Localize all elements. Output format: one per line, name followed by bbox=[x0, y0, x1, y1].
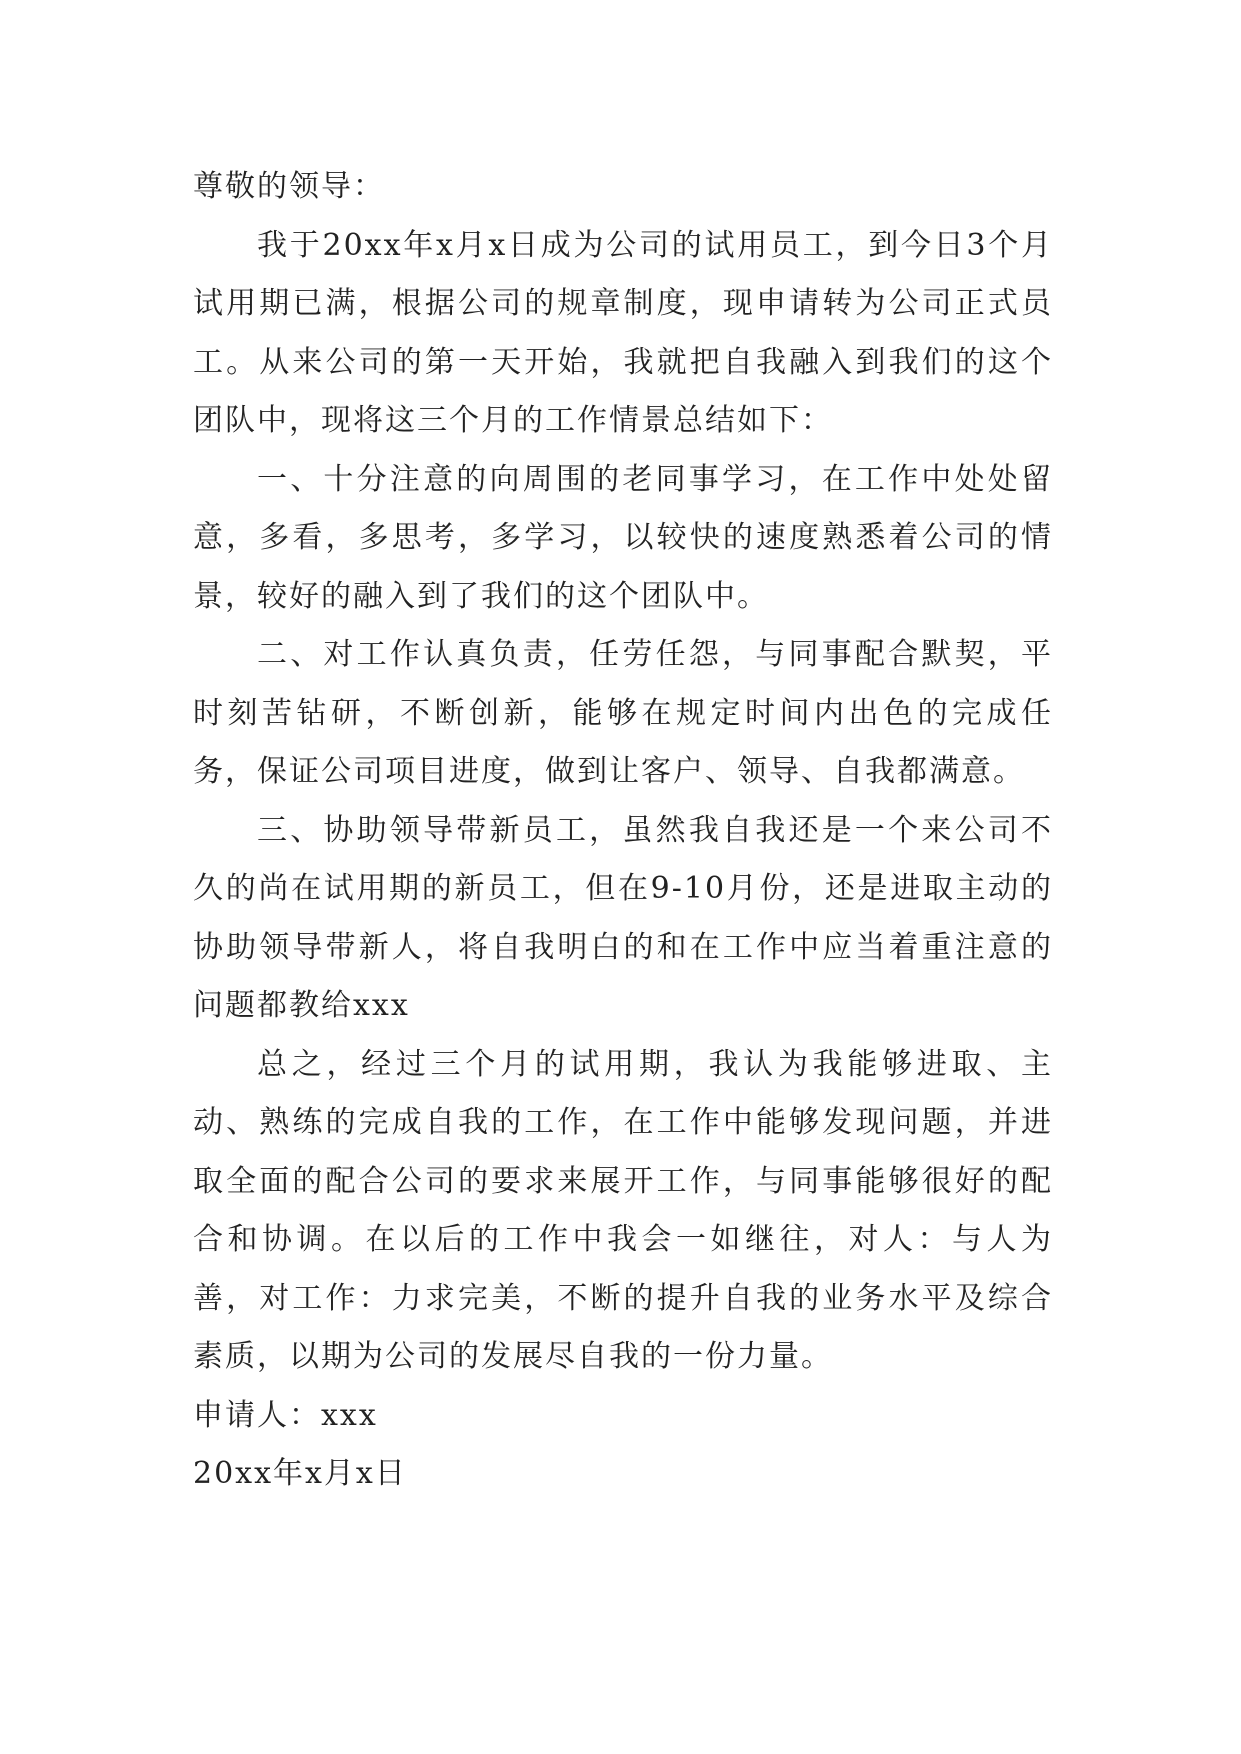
paragraph-point-three: 三、协助领导带新员工，虽然我自我还是一个来公司不久的尚在试用期的新员工，但在9-10月份，还是进取主动的协助领导带新人，将自我明白的和在工作中应当着重注意的问题都教给xxx bbox=[193, 812, 1053, 1023]
date-line: 20xx年x月x日 bbox=[193, 1456, 407, 1491]
applicant-line: 申请人：xxx bbox=[193, 1397, 378, 1433]
paragraph-point-two: 二、对工作认真负责，任劳任怨，与同事配合默契，平时刻苦钻研，不断创新，能够在规定时间内出色的完成任务，保证公司项目进度，做到让客户、领导、自我都满意。 bbox=[193, 637, 1053, 789]
paragraph-intro: 我于20xx年x月x日成为公司的试用员工，到今日3个月试用期已满，根据公司的规章制度，现申请转为公司正式员工。从来公司的第一天开始，我就把自我融入到我们的这个团队中，现将这三个月的工作情景总结如下： bbox=[193, 227, 1053, 438]
salutation: 尊敬的领导： bbox=[193, 169, 385, 204]
paragraph-point-one: 一、十分注意的向周围的老同事学习，在工作中处处留意，多看，多思考，多学习，以较快的速度熟悉着公司的情景，较好的融入到了我们的这个团队中。 bbox=[193, 461, 1053, 614]
paragraph-conclusion: 总之，经过三个月的试用期，我认为我能够进取、主动、熟练的完成自我的工作，在工作中能够发现问题，并进取全面的配合公司的要求来展开工作，与同事能够很好的配合和协调。在以后的工作中我会一如继往，对人：与人为善，对工作：力求完美，不断的提升自我的业务水平及综合素质，以期为公司的发展尽自我的一份力量。 bbox=[193, 1046, 1053, 1374]
letter-body bbox=[193, 158, 1053, 1504]
